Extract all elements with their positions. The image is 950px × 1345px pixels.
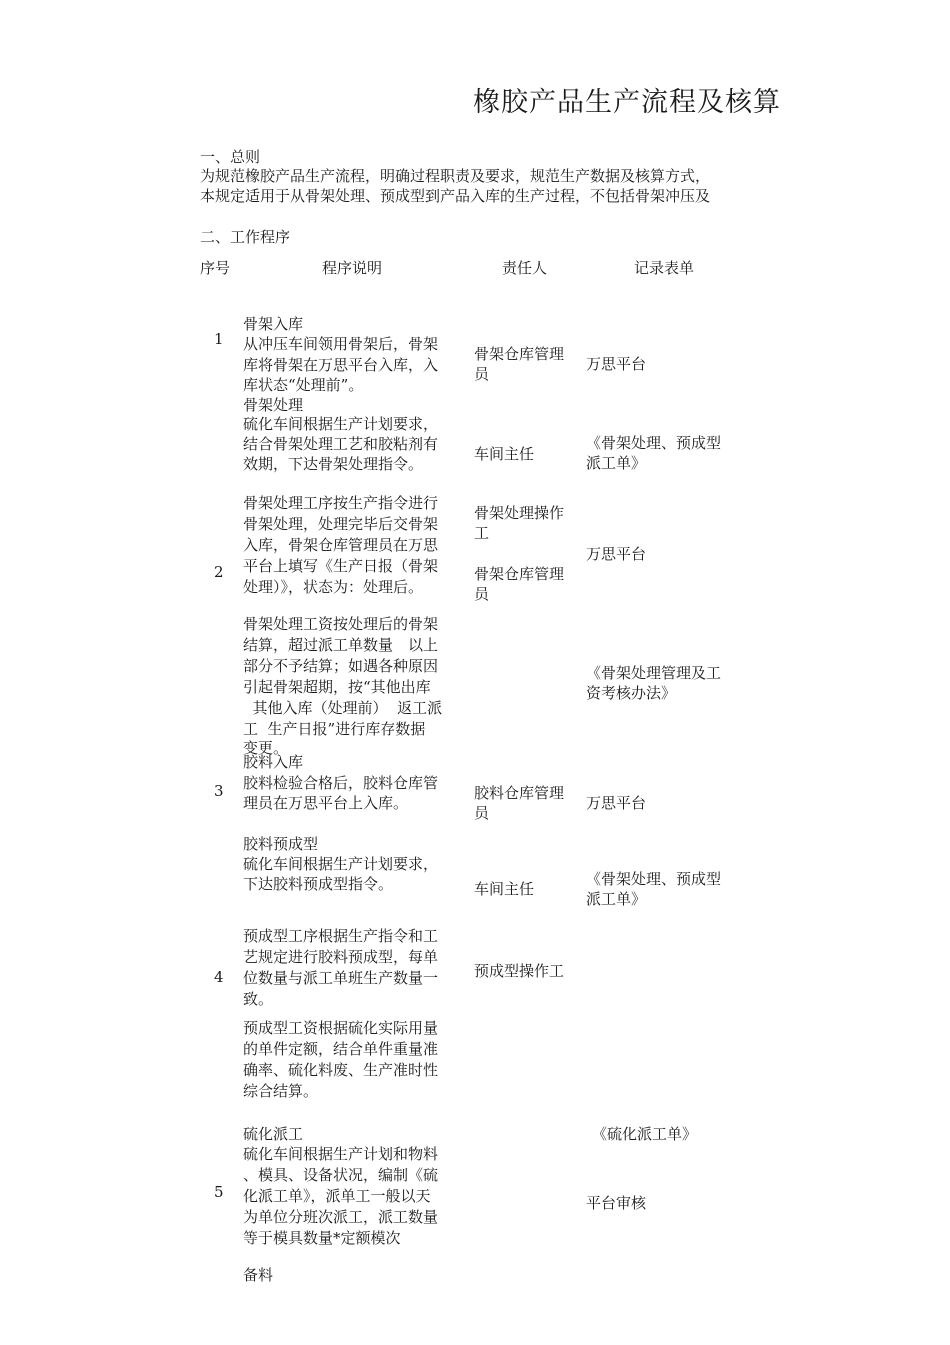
step-text: 骨架处理工资按处理后的骨架 bbox=[243, 615, 439, 633]
step-text: 位数量与派工单班生产数量一 bbox=[243, 969, 439, 987]
step-text: 处理）》，状态为：处理后。 bbox=[243, 578, 424, 596]
record-text: 万思平台 bbox=[586, 355, 647, 373]
record-text: 《骨架处理、预成型 bbox=[586, 434, 722, 452]
step-title: 硫化派工 bbox=[243, 1125, 304, 1143]
step-text: 确率、硫化料废、生产准时性 bbox=[243, 1061, 439, 1079]
column-header-owner: 责任人 bbox=[502, 259, 548, 277]
record-text: 平台审核 bbox=[586, 1194, 647, 1212]
column-header-desc: 程序说明 bbox=[322, 259, 383, 277]
record-text: 《硫化派工单》 bbox=[592, 1125, 698, 1143]
row-number: 3 bbox=[214, 782, 224, 800]
step-text: 综合结算。 bbox=[243, 1082, 319, 1100]
step-title: 骨架入库 bbox=[243, 315, 304, 333]
owner-text: 骨架仓库管理 bbox=[474, 565, 565, 583]
step-title: 胶料预成型 bbox=[243, 835, 319, 853]
step-text: 化派工单》，派单工一般以天 bbox=[243, 1187, 431, 1205]
row-number: 4 bbox=[214, 968, 224, 986]
step-text: 结合骨架处理工艺和胶粘剂有 bbox=[243, 435, 439, 453]
owner-text: 胶料仓库管理 bbox=[474, 784, 565, 802]
step-text: 的单件定额，结合单件重量准 bbox=[243, 1040, 439, 1058]
record-text: 万思平台 bbox=[586, 794, 647, 812]
step-text: 效期，下达骨架处理指令。 bbox=[243, 455, 424, 473]
row-number: 5 bbox=[214, 1183, 224, 1201]
page-title: 橡胶产品生产流程及核算 bbox=[473, 87, 781, 118]
section1-line: 本规定适用于从骨架处理、预成型到产品入库的生产过程，不包括骨架冲压及 bbox=[200, 187, 711, 205]
step-text: 预成型工资根据硫化实际用量 bbox=[243, 1019, 439, 1037]
step-text: 硫化车间根据生产计划要求， bbox=[243, 855, 439, 873]
section2-heading: 二、工作程序 bbox=[200, 228, 291, 246]
step-text: 部分不予结算；如遇各种原因 bbox=[243, 657, 439, 675]
owner-text: 车间主任 bbox=[474, 880, 535, 898]
step-text: 入库，骨架仓库管理员在万思 bbox=[243, 536, 439, 554]
step-text: 工 生产日报”进行库存数据 bbox=[243, 720, 426, 738]
step-text: 结算，超过派工单数量 以上 bbox=[243, 636, 439, 654]
step-text: 平台上填写《生产日报（骨架 bbox=[243, 557, 439, 575]
owner-text: 车间主任 bbox=[474, 445, 535, 463]
record-text: 《骨架处理管理及工 bbox=[586, 664, 722, 682]
step-text: 硫化车间根据生产计划要求， bbox=[243, 415, 439, 433]
owner-text: 骨架处理操作 bbox=[474, 504, 565, 522]
step-text: 骨架处理工序按生产指令进行 bbox=[243, 494, 439, 512]
row-number: 2 bbox=[214, 563, 224, 581]
step-text: 引起骨架超期，按“其他出库 bbox=[243, 678, 431, 696]
column-header-seq: 序号 bbox=[200, 259, 231, 277]
step-text: 变更。 bbox=[243, 739, 289, 757]
step-text: 其他入库（处理前） 返工派 bbox=[243, 699, 443, 717]
step-text: 硫化车间根据生产计划和物料 bbox=[243, 1145, 439, 1163]
step-text: 等于模具数量*定额模次 bbox=[243, 1229, 401, 1247]
step-text: 库状态“处理前”。 bbox=[243, 376, 364, 394]
step-text: 、模具、设备状况，编制《硫 bbox=[243, 1166, 439, 1184]
step-text: 胶料检验合格后，胶料仓库管 bbox=[243, 774, 439, 792]
column-header-record: 记录表单 bbox=[634, 259, 695, 277]
step-text: 库将骨架在万思平台入库，入 bbox=[243, 356, 439, 374]
owner-text: 工 bbox=[474, 524, 490, 542]
step-title: 备料 bbox=[243, 1266, 274, 1284]
section1-heading: 一、总则 bbox=[200, 148, 261, 166]
step-text: 艺规定进行胶料预成型，每单 bbox=[243, 948, 439, 966]
record-text: 万思平台 bbox=[586, 545, 647, 563]
record-text: 《骨架处理、预成型 bbox=[586, 870, 722, 888]
record-text: 资考核办法》 bbox=[586, 684, 677, 702]
step-text: 致。 bbox=[243, 990, 274, 1008]
record-text: 派工单》 bbox=[586, 890, 647, 908]
step-text: 骨架处理，处理完毕后交骨架 bbox=[243, 515, 439, 533]
owner-text: 员 bbox=[474, 585, 490, 603]
step-title: 胶料入库 bbox=[243, 753, 304, 771]
owner-text: 员 bbox=[474, 804, 490, 822]
owner-text: 员 bbox=[474, 365, 490, 383]
step-text: 从冲压车间领用骨架后，骨架 bbox=[243, 335, 439, 353]
step-text: 为单位分班次派工，派工数量 bbox=[243, 1208, 439, 1226]
step-text: 下达胶料预成型指令。 bbox=[243, 875, 394, 893]
step-text: 预成型工序根据生产指令和工 bbox=[243, 927, 439, 945]
row-number: 1 bbox=[214, 330, 224, 348]
owner-text: 预成型操作工 bbox=[474, 962, 565, 980]
step-text: 理员在万思平台上入库。 bbox=[243, 794, 409, 812]
step-title: 骨架处理 bbox=[243, 396, 304, 414]
section1-line: 为规范橡胶产品生产流程，明确过程职责及要求，规范生产数据及核算方式， bbox=[200, 167, 711, 185]
record-text: 派工单》 bbox=[586, 454, 647, 472]
owner-text: 骨架仓库管理 bbox=[474, 345, 565, 363]
